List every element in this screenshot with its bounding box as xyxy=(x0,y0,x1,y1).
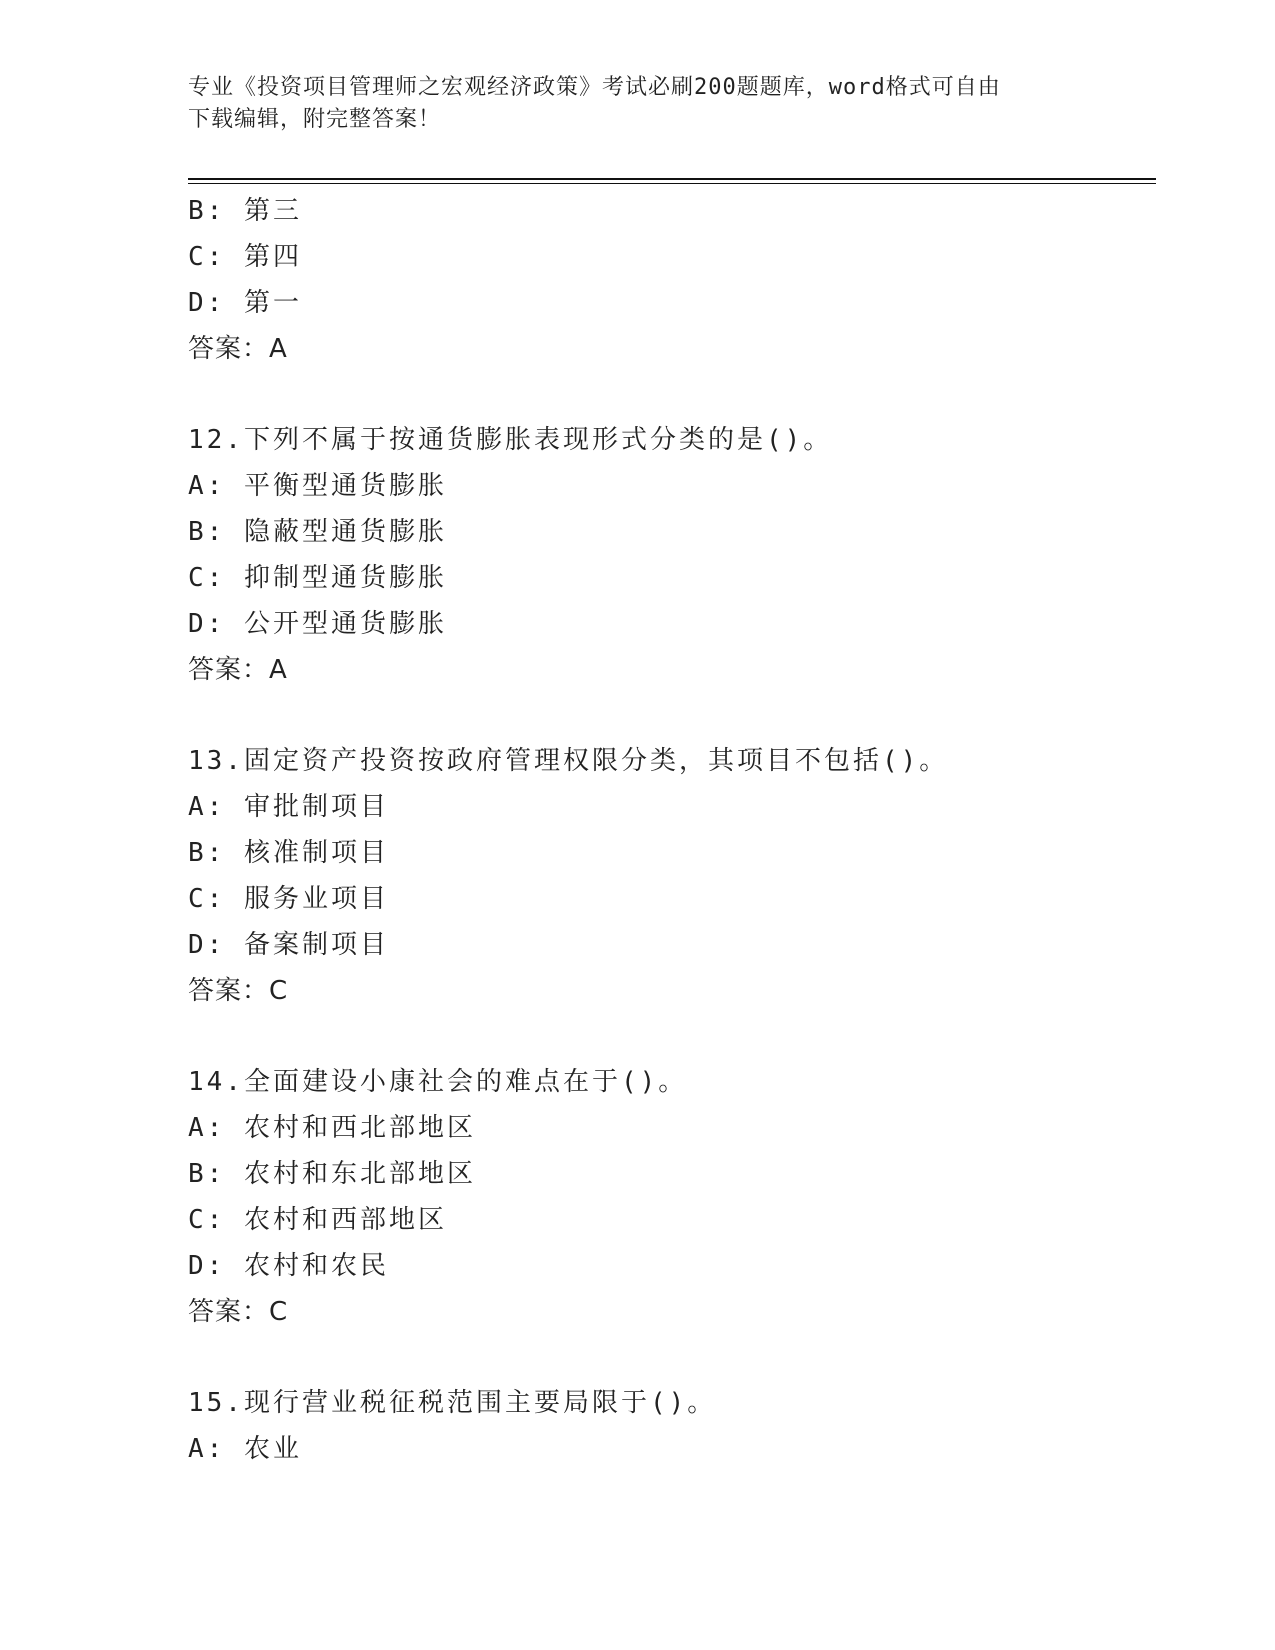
option-a: A: 审批制项目 xyxy=(188,792,389,822)
document-header xyxy=(188,72,1088,136)
spacer xyxy=(188,372,1148,417)
option-b: B: 隐蔽型通货膨胀 xyxy=(188,517,447,547)
question-stem: 13.固定资产投资按政府管理权限分类，其项目不包括()。 xyxy=(188,746,949,776)
option-a: A: 农业 xyxy=(188,1434,302,1464)
answer-line: 答案：C xyxy=(188,976,289,1006)
option-a: A: 农村和西北部地区 xyxy=(188,1113,476,1143)
option-d: D: 备案制项目 xyxy=(188,930,389,960)
question-stem: 15.现行营业税征税范围主要局限于()。 xyxy=(188,1388,717,1418)
option-c: C: 抑制型通货膨胀 xyxy=(188,563,447,593)
spacer xyxy=(188,1335,1148,1380)
option-b: B: 核准制项目 xyxy=(188,838,389,868)
question-list xyxy=(188,188,1148,1472)
option-c: C: 第四 xyxy=(188,242,302,272)
answer-line: 答案：A xyxy=(188,655,288,685)
option-d: D: 公开型通货膨胀 xyxy=(188,609,447,639)
header-line-1: 专业《投资项目管理师之宏观经济政策》考试必刷200题题库，word格式可自由 xyxy=(188,75,1001,100)
option-b: B: 农村和东北部地区 xyxy=(188,1159,476,1189)
option-d: D: 第一 xyxy=(188,288,302,318)
question-block-11-continued xyxy=(188,188,1148,372)
option-d: D: 农村和农民 xyxy=(188,1251,389,1281)
question-block-13 xyxy=(188,738,1148,1014)
header-line-2: 下载编辑，附完整答案！ xyxy=(188,107,442,132)
spacer xyxy=(188,1014,1148,1059)
spacer xyxy=(188,693,1148,738)
header-rule-thick xyxy=(188,178,1156,180)
answer-line: 答案：C xyxy=(188,1297,289,1327)
question-block-14 xyxy=(188,1059,1148,1335)
question-stem: 12.下列不属于按通货膨胀表现形式分类的是()。 xyxy=(188,425,833,455)
option-c: C: 农村和西部地区 xyxy=(188,1205,447,1235)
option-c: C: 服务业项目 xyxy=(188,884,389,914)
option-a: A: 平衡型通货膨胀 xyxy=(188,471,447,501)
question-stem: 14.全面建设小康社会的难点在于()。 xyxy=(188,1067,688,1097)
header-rule-thin xyxy=(188,183,1156,184)
question-block-12 xyxy=(188,417,1148,693)
option-b: B: 第三 xyxy=(188,196,302,226)
answer-line: 答案：A xyxy=(188,334,288,364)
question-block-15 xyxy=(188,1380,1148,1472)
